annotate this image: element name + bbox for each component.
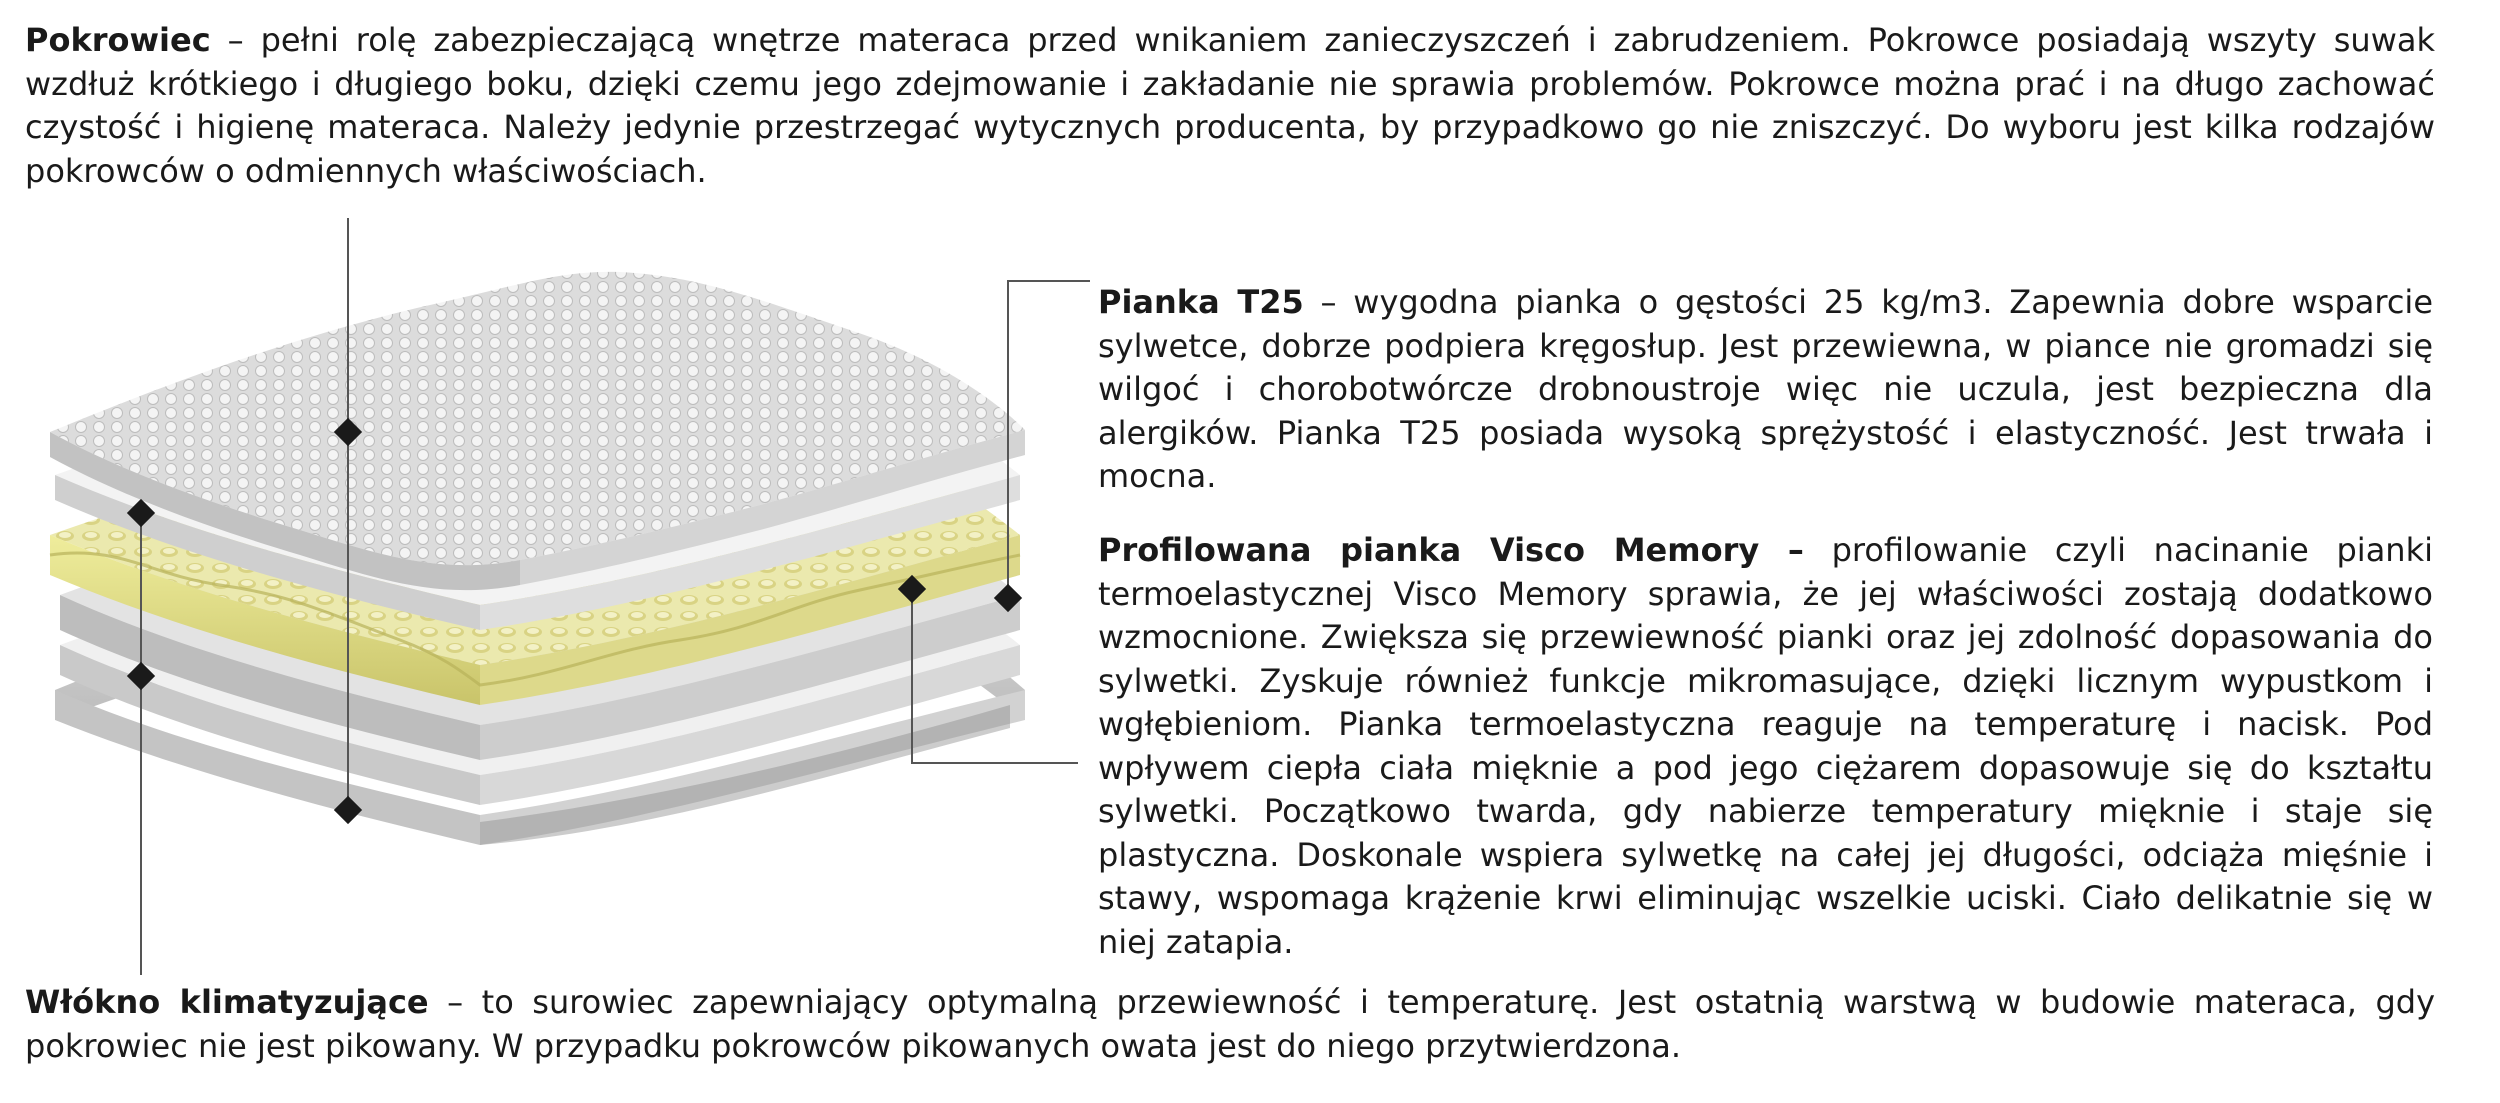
fiber-text: – to surowiec zapewniający optymalną przewiewność i temperaturę. Jest ostatnią warstwą w budowie materaca, gdy pokrowiec nie jest pikowany. W przypadku pokrowców pikowanych owata jest do niego przytwierdzona.	[25, 983, 2436, 1065]
fiber-title: Włókno klimatyzujące	[25, 983, 429, 1021]
cover-title: Pokrowiec	[25, 21, 211, 59]
foam-t25-text: – wygodna pianka o gęstości 25 kg/m3. Zapewnia dobre wsparcie sylwetce, dobrze podpiera kręgosłup. Jest przewiewna, w piance nie gromadzi się wilgoć i chorobotwórcze drobnoustroje więc nie uczula, jest bezpieczna dla alergików. Pianka T25 posiada wysoką sprężystość i elastyczność. Jest trwała i mocna.	[1098, 283, 2434, 495]
foam-t25-title: Pianka T25	[1098, 283, 1304, 321]
visco-title: Profilowana pianka Visco Memory –	[1098, 531, 1804, 569]
visco-text: profilowanie czyli nacinanie pianki termoelastycznej Visco Memory sprawia, że jej właściwości zostają dodatkowo wzmocnione. Zwiększa się przewiewność pianki oraz jej zdolność dopasowania do sylwetki. Zyskuje również funkcje mikromasujące, dzięki licznym wypustkom i wgłębieniom. Pianka termoelastyczna reaguje na temperaturę i nacisk. Pod wpływem ciepła ciała mięknie a pod jego ciężarem dopasowuje się do kształtu sylwetki. Początkowo twarda, gdy nabierze temperatury mięknie i staje się plastyczna. Doskonale wspiera sylwetkę na całej jej długości, odciąża mięśnie i stawy, wspomaga krążenie krwi eliminując wszelkie uciski. Ciało delikatnie się w niej zatapia.	[1098, 531, 2433, 961]
cover-text: – pełni rolę zabezpieczającą wnętrze materaca przed wnikaniem zanieczyszczeń i zabrudzeniem. Pokrowce posiadają wszyty suwak wzdłuż krótkiego i długiego boku, dzięki czemu jego zdejmowanie i zakładanie nie sprawia problemów. Pokrowce można prać i na długo zachować czystość i higienę materaca. Należy jedynie przestrzegać wytycznych producenta, by przypadkowo go nie zniszczyć. Do wyboru jest kilka rodzajów pokrowców o odmiennych właściwościach.	[25, 21, 2435, 190]
